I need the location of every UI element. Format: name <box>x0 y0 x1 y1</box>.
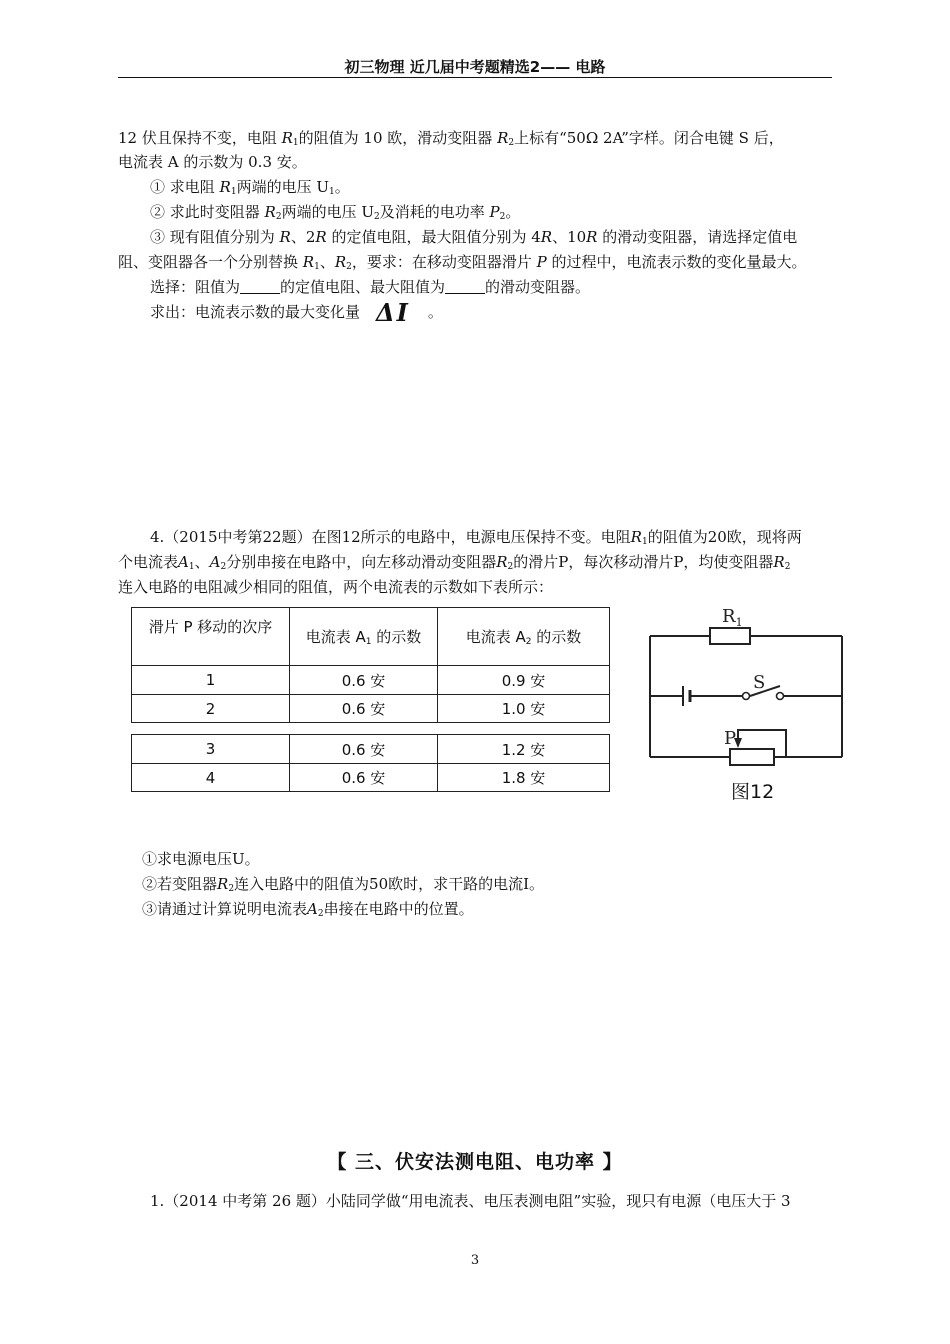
rheostat-r2 <box>730 749 774 765</box>
answer-blank <box>240 279 280 294</box>
r1-label: $R_1$ <box>722 606 743 629</box>
resistor-r1 <box>710 628 750 644</box>
q3-line1: 12 伏且保持不变，电阻 $R_1$的阻值为 10 欧，滑动变阻器 $R_2$上标有“50Ω 2A”字样。闭合电键 S 后， <box>118 129 784 148</box>
table-row: 4 0.6 安 1.8 安 <box>132 764 610 792</box>
table-header-a1: 电流表 $A_1$ 的示数 <box>290 608 438 666</box>
table-row: 1 0.6 安 0.9 安 <box>132 666 610 695</box>
q3-item1: ① 求电阻 $R_1$两端的电压 $U_1$。 <box>150 178 350 197</box>
q3-line2: 电流表 A 的示数为 0.3 安。 <box>118 153 307 171</box>
q4-line1: 4.（2015中考第22题）在图12所示的电路中，电源电压保持不变。电阻$R_1$的阻值为20欧，现将两 <box>150 528 802 547</box>
current-table-top <box>131 607 610 723</box>
current-table-bottom <box>131 734 610 792</box>
switch-label: S <box>753 672 766 693</box>
q4-line3: 连入电路的电阻减少相同的阻值，两个电流表的示数如下表所示： <box>118 578 554 596</box>
q3-select: 选择：阻值为 的定值电阻、最大阻值为 的滑动变阻器。 <box>150 278 591 296</box>
q5-line1: 1.（2014 中考第 26 题）小陆同学做“用电流表、电压表测电阻”实验，现只有电源（电压大于 3 <box>150 1192 791 1210</box>
q3-item3-line2: 阻、变阻器各一个分别替换 $R_1$、$R_2$，要求：在移动变阻器滑片 P 的过程中，电流表示数的变化量最大。 <box>118 253 807 272</box>
q3-item2: ② 求此时变阻器 $R_2$两端的电压 $U_2$及消耗的电功率 $P_2$。 <box>150 203 521 222</box>
q4-sub1: ①求电源电压U。 <box>142 850 260 868</box>
q4-sub3: ③请通过计算说明电流表$A_2$串接在电路中的位置。 <box>142 900 474 919</box>
header-divider <box>118 77 832 78</box>
q3-find: 求出：电流表示数的最大变化量 ΔI 。 <box>150 298 443 327</box>
page-header: 初三物理 近几届中考题精选2—— 电路 <box>344 58 606 76</box>
q3-item3-line1: ③ 现有阻值分别为 R、2R 的定值电阻，最大阻值分别为 4R、10R 的滑动变阻器，请选择定值电 <box>150 228 798 246</box>
section-title: 【 三、伏安法测电阻、电功率 】 <box>327 1151 623 1173</box>
answer-blank <box>445 279 485 294</box>
slider-label: P <box>724 728 737 749</box>
delta-i-symbol: ΔI <box>376 298 410 327</box>
q4-sub2: ②若变阻器$R_2$连入电路中的阻值为50欧时，求干路的电流I。 <box>142 875 545 894</box>
table-row: 2 0.6 安 1.0 安 <box>132 695 610 723</box>
circuit-diagram <box>640 600 860 780</box>
table-header-a2: 电流表 $A_2$ 的示数 <box>438 608 610 666</box>
figure-caption: 图12 <box>731 781 775 803</box>
page-number: 3 <box>470 1253 480 1268</box>
table-header-order: 滑片 P 移动的次序 <box>132 608 290 666</box>
q4-line2: 个电流表$A_1$、$A_2$分别串接在电路中，向左移动滑动变阻器$R_2$的滑片P，每次移动滑片P，均使变阻器$R_2$ <box>118 553 791 572</box>
table-row: 3 0.6 安 1.2 安 <box>132 735 610 764</box>
